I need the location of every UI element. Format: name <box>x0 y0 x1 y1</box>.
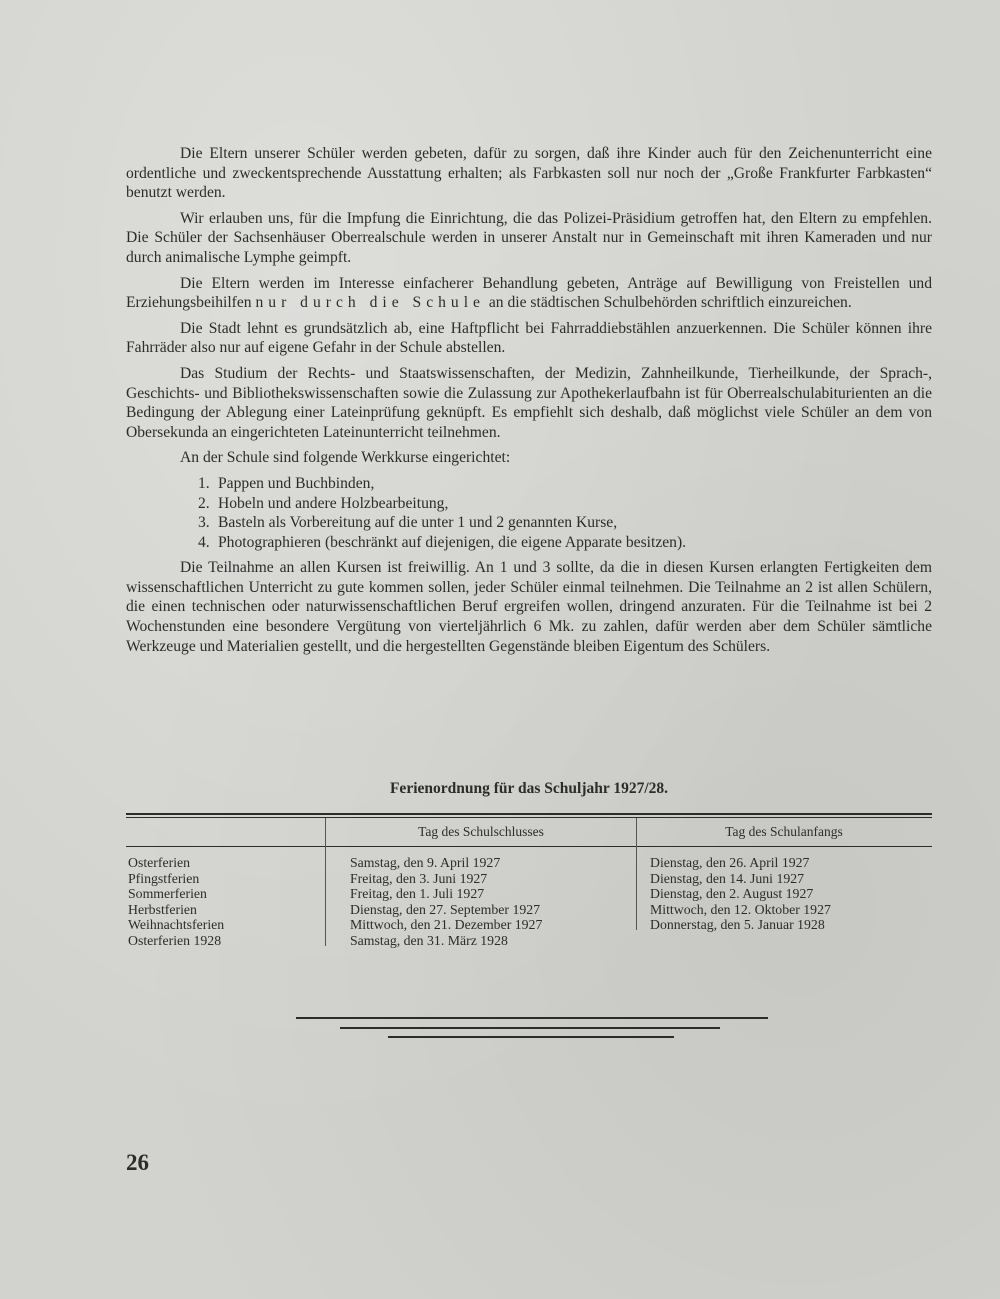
list-item <box>198 513 932 533</box>
end-rule-middle <box>340 1027 720 1029</box>
end-rule-short <box>388 1036 674 1038</box>
body-text <box>126 144 932 662</box>
paragraph-scholarships <box>126 274 932 313</box>
holiday-names-column <box>128 855 224 949</box>
holiday-name: Herbstferien <box>128 901 197 917</box>
holiday-name: Osterferien <box>128 855 191 870</box>
table-header-rule <box>126 846 932 847</box>
end-rule-long <box>296 1017 768 1019</box>
column-header-start: Tag des Schulanfangs <box>725 824 843 839</box>
list-item-number: 4. <box>198 533 210 551</box>
list-item-number: 1. <box>198 474 210 492</box>
holiday-name: Pfingstferien <box>128 870 200 886</box>
school-end-date: Freitag, den 1. Juli 1927 <box>350 886 485 902</box>
list-item-text: Hobeln und andere Holzbearbeitung, <box>218 494 449 512</box>
course-list <box>126 474 932 552</box>
school-end-date: Freitag, den 3. Juni 1927 <box>350 870 488 886</box>
table-top-rule-thin <box>126 817 932 818</box>
column-divider <box>325 818 326 946</box>
table-top-rule-thick <box>126 813 932 815</box>
scholarships-text-start: Die Eltern werden im Interesse einfacherer Behandlung gebeten, Anträge auf Bewilligung von Freistellen und Erziehungsbeihilfen <box>126 274 932 312</box>
paragraph-latin-exam: Das Studium der Rechts- und Staatswissenschaften, der Medizin, Zahnheilkunde, Tierheilkunde, der Sprach-, Geschichts- und Bibliothekswissenschaften sowie die Zulassung zur Apothekerlaufbahn ist für Oberrealschulabiturienten an die Bedingung der Ablegung einer Lateinprüfung geknüpft. Es empfiehlt sich deshalb, daß möglichst viele Schüler an dem von Obersekunda an eingerichteten Lateinunterricht teilnehmen. <box>126 364 932 441</box>
scholarships-text-end: an die städtischen Schulbehörden schriftlich einzureichen. <box>484 294 852 312</box>
holiday-table-title: Ferienordnung für das Schuljahr 1927/28. <box>389 780 669 797</box>
holiday-name: Sommerferien <box>128 886 207 902</box>
list-item-text: Photographieren (beschränkt auf diejenigen, die eigene Apparate besitzen). <box>218 533 687 551</box>
paragraph-vaccination: Wir erlauben uns, für die Impfung die Einrichtung, die das Polizei-Präsidium getroffen hat, den Eltern zu empfehlen. Die Schüler der Sachsenhäuser Oberrealschule werden in unserer Anstalt nur in Gemeinschaft mit ihren Kameraden und nur durch animalische Lymphe geimpft. <box>126 209 932 266</box>
paragraph-workshop-intro: An der Schule sind folgende Werkkurse eingerichtet: <box>180 449 511 467</box>
scholarships-spaced-emphasis: nur durch die Schule <box>255 294 485 312</box>
page-number: 26 <box>126 1150 149 1175</box>
school-start-date: Dienstag, den 2. August 1927 <box>650 886 814 902</box>
holiday-name: Osterferien 1928 <box>128 932 222 948</box>
list-item-number: 2. <box>198 494 210 512</box>
paragraph-participation: Die Teilnahme an allen Kursen ist freiwillig. An 1 und 3 sollte, da die in diesen Kursen erlangten Fertigkeiten dem wissenschaftlichen Unterricht zu gute kommen sollen, jeder Schüler einmal teilnehmen. Die Teilnahme an 2 ist allen Schülern, die einen technischen oder naturwissenschaftlichen Beruf ergreifen wollen, dringend anzuraten. Für die Teilnahme ist bei 2 Wochenstunden eine besondere Vergütung von vierteljährlich 6 Mk. zu zahlen, dafür werden aber dem Schüler sämtliche Werkzeuge und Materialien gestellt, und die hergestellten Gegenstände bleiben Eigentum des Schülers. <box>126 559 932 655</box>
list-item-text: Basteln als Vorbereitung auf die unter 1 und 2 genannten Kurse, <box>218 514 618 532</box>
column-header-end: Tag des Schulschlusses <box>418 824 544 839</box>
school-end-date: Dienstag, den 27. September 1927 <box>350 901 541 917</box>
school-start-date: Dienstag, den 26. April 1927 <box>650 855 810 870</box>
list-item <box>198 533 932 553</box>
school-end-date: Samstag, den 31. März 1928 <box>350 932 508 948</box>
school-start-date: Mittwoch, den 12. Oktober 1927 <box>650 901 831 917</box>
list-item <box>198 494 932 514</box>
list-item <box>198 474 932 494</box>
holiday-name: Weihnachtsferien <box>128 917 225 933</box>
school-start-date: Dienstag, den 14. Juni 1927 <box>650 870 805 886</box>
school-end-date: Mittwoch, den 21. Dezember 1927 <box>350 917 543 933</box>
school-start-column <box>650 855 831 933</box>
school-start-date: Donnerstag, den 5. Januar 1928 <box>650 917 825 933</box>
paragraph-drawing-supplies: Die Eltern unserer Schüler werden gebeten, dafür zu sorgen, daß ihre Kinder auch für den Zeichenunterricht eine ordentliche und zweckentsprechende Ausstattung erhalten; als Farbkasten soll nur noch der „Große Frankfurter Farbkasten“ benutzt werden. <box>126 145 932 202</box>
column-divider <box>636 818 637 930</box>
list-item-text: Pappen und Buchbinden, <box>218 474 375 492</box>
school-end-column <box>350 855 542 949</box>
school-end-date: Samstag, den 9. April 1927 <box>350 855 501 870</box>
paragraph-bicycles: Die Stadt lehnt es grundsätzlich ab, eine Haftpflicht bei Fahrraddiebstählen anzuerkennen. Die Schüler können ihre Fahrräder also nur auf eigene Gefahr in der Schule abstellen. <box>126 319 932 357</box>
list-item-number: 3. <box>198 514 210 532</box>
